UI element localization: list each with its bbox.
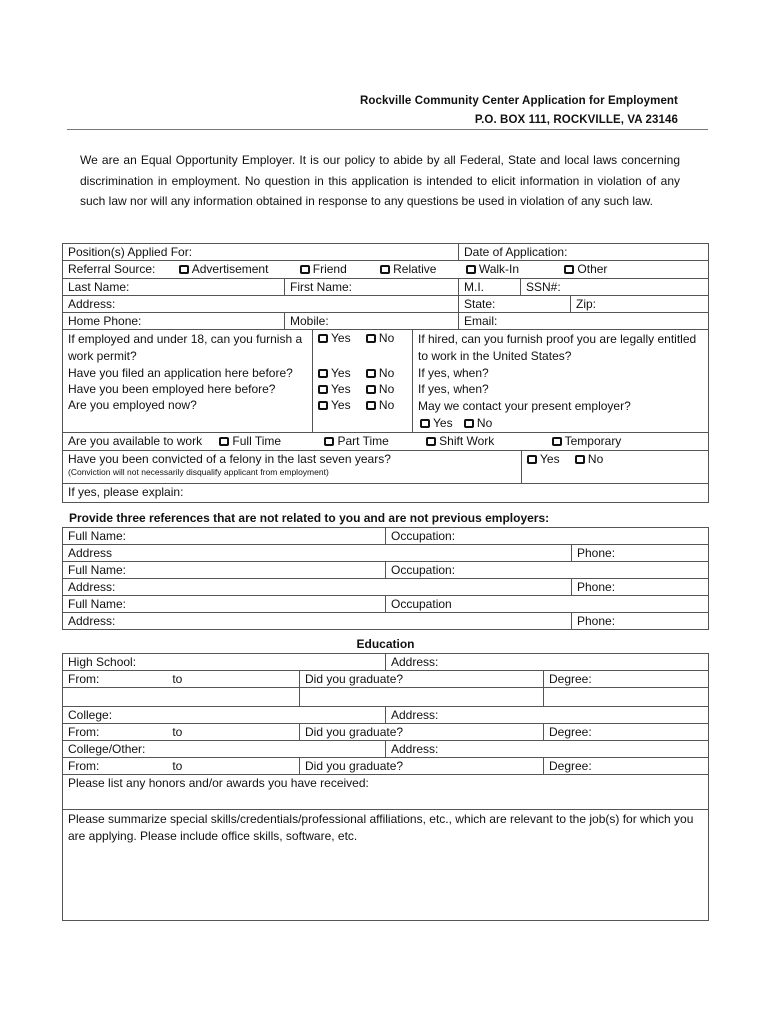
ref2-full-name[interactable]: Full Name: <box>63 562 386 579</box>
proof-question: If hired, can you furnish proof you are legally entitled to work in the United States? <box>418 332 697 363</box>
ref1-phone[interactable]: Phone: <box>572 545 708 562</box>
ref2-phone[interactable]: Phone: <box>572 579 708 596</box>
state-field[interactable]: State: <box>459 296 571 313</box>
college-other-field[interactable]: College/Other: <box>63 741 386 758</box>
employed-before-answer <box>313 381 413 397</box>
employed-now-question: Are you employed now? <box>63 397 313 433</box>
felony-no[interactable]: No <box>575 452 603 467</box>
felony-yes[interactable]: Yes <box>527 452 560 467</box>
referral-walkin-option[interactable]: Walk-In <box>466 262 519 277</box>
checkbox-icon[interactable] <box>527 455 537 464</box>
college-other-degree[interactable]: Degree: <box>544 758 708 775</box>
college-degree[interactable]: Degree: <box>544 724 708 741</box>
contact-employer-no[interactable]: No <box>464 415 492 432</box>
applicant-info-section <box>62 243 709 503</box>
form-address: P.O. BOX 111, ROCKVILLE, VA 23146 <box>474 114 678 126</box>
hs-graduate[interactable]: Did you graduate? <box>300 671 544 688</box>
email-field[interactable]: Email: <box>459 313 708 330</box>
checkbox-icon[interactable] <box>564 265 574 274</box>
referral-source-label: Referral Source: <box>68 262 156 276</box>
ref3-phone[interactable]: Phone: <box>577 614 616 628</box>
employed-before-when[interactable]: If yes, when? <box>418 382 489 396</box>
high-school-address[interactable]: Address: <box>386 654 708 671</box>
under18-no[interactable]: No <box>366 331 394 346</box>
filed-before-when[interactable]: If yes, when? <box>418 366 489 380</box>
college-other-address[interactable]: Address: <box>386 741 708 758</box>
checkbox-icon[interactable] <box>466 265 476 274</box>
referral-advertisement-option[interactable]: Advertisement <box>179 262 269 277</box>
contact-employer-yes[interactable]: Yes <box>420 415 453 432</box>
blank-cell[interactable] <box>63 688 300 707</box>
felony-question: Have you been convicted of a felony in the last seven years? <box>68 452 391 466</box>
felony-explain-field[interactable]: If yes, please explain: <box>68 485 184 499</box>
honors-field[interactable]: Please list any honors and/or awards you have received: <box>63 775 708 810</box>
felony-question-cell <box>63 451 522 484</box>
checkbox-icon[interactable] <box>318 334 328 343</box>
under18-question: If employed and under 18, can you furnish a work permit? <box>63 330 313 365</box>
zip-field[interactable]: Zip: <box>571 296 708 313</box>
ref1-occupation[interactable]: Occupation: <box>386 528 708 545</box>
contact-employer-question: May we contact your present employer? <box>418 399 631 413</box>
blank-cell[interactable] <box>300 688 544 707</box>
hs-dates[interactable]: From: to <box>63 671 300 688</box>
checkbox-icon[interactable] <box>366 369 376 378</box>
checkbox-icon[interactable] <box>219 437 229 446</box>
high-school-field[interactable]: High School: <box>63 654 386 671</box>
college-other-graduate[interactable]: Did you graduate? <box>300 758 544 775</box>
checkbox-icon[interactable] <box>380 265 390 274</box>
checkbox-icon[interactable] <box>552 437 562 446</box>
ref3-address[interactable]: Address: <box>63 613 572 629</box>
under18-yes[interactable]: Yes <box>318 331 351 346</box>
college-other-dates[interactable]: From: to <box>63 758 300 775</box>
checkbox-icon[interactable] <box>464 419 474 428</box>
availability-label: Are you available to work <box>68 434 203 448</box>
contact-employer-cell <box>413 397 708 433</box>
checkbox-icon[interactable] <box>179 265 189 274</box>
under18-answer <box>313 330 413 365</box>
availability-shift-work[interactable]: Shift Work <box>426 434 494 449</box>
address-field[interactable]: Address: <box>63 296 459 313</box>
form-title: Rockville Community Center Application for Employment <box>360 95 678 107</box>
filed-before-answer <box>313 365 413 381</box>
employed-before-yes[interactable]: Yes <box>318 382 351 397</box>
checkbox-icon[interactable] <box>366 401 376 410</box>
mobile-field[interactable]: Mobile: <box>285 313 459 330</box>
filed-before-yes[interactable]: Yes <box>318 366 351 381</box>
blank-cell[interactable] <box>544 688 708 707</box>
date-of-application-field[interactable]: Date of Application: <box>459 244 708 261</box>
felony-note: (Conviction will not necessarily disqualify applicant from employment) <box>68 467 329 477</box>
checkbox-icon[interactable] <box>300 265 310 274</box>
college-dates[interactable]: From: to <box>63 724 300 741</box>
checkbox-icon[interactable] <box>324 437 334 446</box>
felony-answer <box>522 451 708 484</box>
employed-now-answer <box>313 397 413 433</box>
filed-before-no[interactable]: No <box>366 366 394 381</box>
first-name-field[interactable]: First Name: <box>285 279 459 296</box>
employed-before-question: Have you been employed here before? <box>63 381 313 397</box>
college-address[interactable]: Address: <box>386 707 708 724</box>
last-name-field[interactable]: Last Name: <box>63 279 285 296</box>
referral-source-row <box>63 261 708 279</box>
checkbox-icon[interactable] <box>426 437 436 446</box>
college-graduate[interactable]: Did you graduate? <box>300 724 544 741</box>
position-field[interactable]: Position(s) Applied For: <box>63 244 459 261</box>
employed-before-no[interactable]: No <box>366 382 394 397</box>
ssn-field[interactable]: SSN#: <box>521 279 708 296</box>
ref1-address[interactable]: Address <box>63 545 572 562</box>
availability-row <box>63 433 708 451</box>
skills-field[interactable]: Please summarize special skills/credentials/professional affiliations, etc., which are relevant to the job(s) for which you are applying. Please include office skills, software, etc. <box>68 812 694 843</box>
ref2-occupation[interactable]: Occupation: <box>386 562 708 579</box>
college-field[interactable]: College: <box>63 707 386 724</box>
checkbox-icon[interactable] <box>366 334 376 343</box>
references-heading: Provide three references that are not related to you and are not previous employers: <box>69 511 550 525</box>
checkbox-icon[interactable] <box>318 369 328 378</box>
ref2-address[interactable]: Address: <box>63 579 572 596</box>
availability-temporary[interactable]: Temporary <box>552 434 622 449</box>
education-heading: Education <box>356 637 415 651</box>
header-rule <box>67 129 708 130</box>
hs-degree[interactable]: Degree: <box>544 671 708 688</box>
referral-friend-option[interactable]: Friend <box>300 262 347 277</box>
availability-part-time[interactable]: Part Time <box>324 434 388 449</box>
references-section <box>62 527 709 630</box>
checkbox-icon[interactable] <box>318 401 328 410</box>
checkbox-icon[interactable] <box>366 385 376 394</box>
checkbox-icon[interactable] <box>575 455 585 464</box>
referral-other-option[interactable]: Other <box>564 262 607 277</box>
ref3-full-name[interactable]: Full Name: <box>63 596 386 613</box>
ref1-full-name[interactable]: Full Name: <box>63 528 386 545</box>
checkbox-icon[interactable] <box>318 385 328 394</box>
filed-before-question: Have you filed an application here before? <box>63 365 313 381</box>
ref3-occupation[interactable]: Occupation <box>386 596 708 613</box>
availability-full-time[interactable]: Full Time <box>219 434 281 449</box>
employed-now-yes[interactable]: Yes <box>318 398 351 413</box>
home-phone-field[interactable]: Home Phone: <box>63 313 285 330</box>
checkbox-icon[interactable] <box>420 419 430 428</box>
referral-relative-option[interactable]: Relative <box>380 262 436 277</box>
education-section <box>62 653 709 921</box>
mi-field[interactable]: M.I. <box>459 279 521 296</box>
equal-opportunity-statement: We are an Equal Opportunity Employer. It is our policy to abide by all Federal, State and local laws concerning discrimination in employment. No question in this application is intended to elicit information in violation of any such law nor will any information obtained in response to any questions be used in violation of any such law. <box>80 153 680 208</box>
employed-now-no[interactable]: No <box>366 398 394 413</box>
